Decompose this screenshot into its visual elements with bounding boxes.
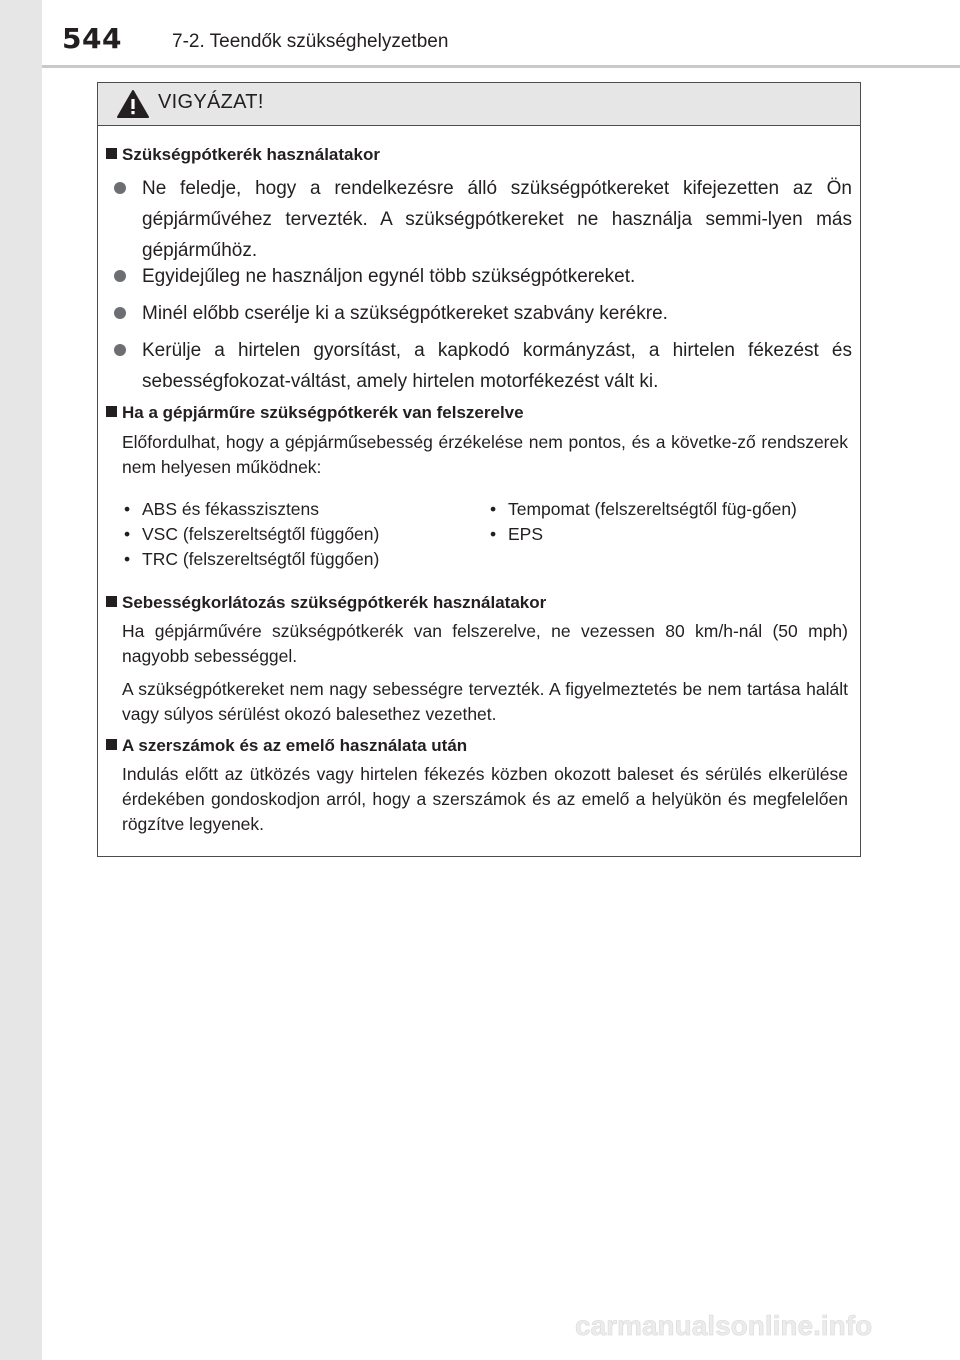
warning-triangle-icon [116,89,150,119]
section-heading: A szerszámok és az emelő használata után [106,736,467,756]
circle-bullet-icon [114,344,126,356]
warning-title: VIGYÁZAT! [158,91,264,113]
section-heading: Szükségpótkerék használatakor [106,145,380,165]
list-item: Ne feledje, hogy a rendelkezésre álló szükségpótkereket kifejezetten az Ön gépjárművéhez tervezték. A szükségpótkereket ne használja semmi-lyen más gépjárműhöz. [114,173,852,266]
paragraph: A szükségpótkereket nem nagy sebességre tervezték. A figyelmeztetés be nem tartása halált vagy súlyos sérülést okozó balesethez vezethet. [122,679,848,724]
square-bullet-icon [106,739,117,750]
paragraph: Ha gépjárművére szükségpótkerék van felszerelve, ne vezessen 80 km/h-nál (50 mph) nagyobb sebességgel. [122,621,848,666]
list-item: • EPS [490,524,544,544]
list-item: Minél előbb cserélje ki a szükségpótkereket szabvány kerékre. [114,298,852,329]
square-bullet-icon [106,596,117,607]
system-list-right [488,497,808,547]
list-item: • ABS és fékasszisztens [124,499,320,519]
list-item: Egyidejűleg ne használjon egynél több szükségpótkereket. [114,261,852,292]
watermark-logo [575,1308,915,1344]
page-number: 544 [62,22,122,55]
list-item: • Tempomat (felszereltségtől füg-gően) [490,499,797,519]
system-list-left [122,497,452,572]
circle-bullet-icon [114,270,126,282]
header-divider [42,65,960,68]
circle-bullet-icon [114,307,126,319]
circle-bullet-icon [114,182,126,194]
square-bullet-icon [106,148,117,159]
list-item: Kerülje a hirtelen gyorsítást, a kapkodó kormányzást, a hirtelen fékezést és sebességfokozat-váltást, amely hirtelen motorfékezést vált ki. [114,335,852,397]
warning-box [97,82,861,857]
warning-header [98,83,860,126]
section-title: 7-2. Teendők szükséghelyzetben [172,31,449,52]
paragraph: Előfordulhat, hogy a gépjárműsebesség érzékelése nem pontos, és a követke-ző rendszerek nem helyesen működnek: [122,432,848,477]
square-bullet-icon [106,406,117,417]
side-margin-bar [0,0,42,1360]
section-heading: Ha a gépjárműre szükségpótkerék van felszerelve [106,403,524,423]
paragraph: Indulás előtt az ütközés vagy hirtelen fékezés közben okozott baleset és sérülés elkerülése érdekében gondoskodjon arról, hogy a szerszámok és az emelő a helyükön és megfelelően rögzítve legyenek. [122,764,848,834]
svg-text:carmanualsonline.info: carmanualsonline.info [575,1310,873,1341]
list-item: • TRC (felszereltségtől függően) [124,549,380,569]
list-item: • VSC (felszereltségtől függően) [124,524,380,544]
section-heading: Sebességkorlátozás szükségpótkerék használatakor [106,593,546,613]
